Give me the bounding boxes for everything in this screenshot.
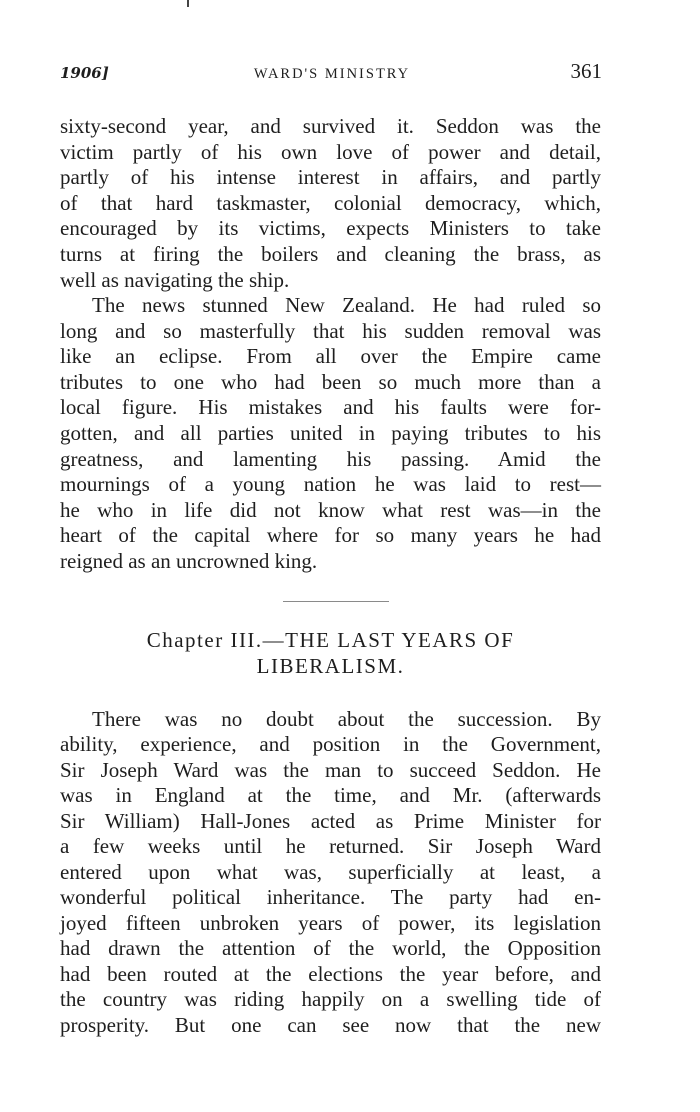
text-line: was in England at the time, and Mr. (afterwards [60, 783, 601, 807]
text-line: ability, experience, and position in the Government, [60, 732, 601, 756]
text-line: encouraged by its victims, expects Ministers to take [60, 216, 601, 240]
page-number: 361 [570, 59, 602, 83]
text-line: a few weeks until he returned. Sir Joseph Ward [60, 834, 601, 858]
text-line: heart of the capital where for so many years he had [60, 523, 601, 547]
text-line: Sir Joseph Ward was the man to succeed Seddon. He [60, 758, 601, 782]
text-line: local figure. His mistakes and his faults were for- [60, 395, 601, 419]
text-line: wonderful political inheritance. The party had en- [60, 885, 601, 909]
text-line: reigned as an uncrowned king. [60, 549, 318, 573]
text-line: greatness, and lamenting his passing. Amid the [60, 447, 601, 471]
text-line: There was no doubt about the succession. By [92, 707, 601, 731]
text-line: sixty-second year, and survived it. Seddon was the [60, 114, 601, 138]
text-line: partly of his intense interest in affairs, and partly [60, 165, 601, 189]
section-divider [283, 601, 389, 602]
scan-mark [187, 0, 189, 7]
text-line: tributes to one who had been so much more than a [60, 370, 601, 394]
text-line: turns at firing the boilers and cleaning the brass, as [60, 242, 601, 266]
text-line: victim partly of his own love of power and detail, [60, 140, 601, 164]
text-line: had drawn the attention of the world, the Opposition [60, 936, 601, 960]
header-year: 1906] [60, 64, 109, 82]
running-head [60, 59, 604, 88]
text-line: he who in life did not know what rest was—in the [60, 498, 601, 522]
text-line: had been routed at the elections the year before, and [60, 962, 601, 986]
header-title: WARD'S MINISTRY [253, 66, 411, 82]
text-line: joyed fifteen unbroken years of power, its legislation [60, 911, 601, 935]
text-line: the country was riding happily on a swelling tide of [60, 987, 601, 1011]
text-line: prosperity. But one can see now that the new [60, 1013, 601, 1037]
text-line: long and so masterfully that his sudden removal was [60, 319, 601, 343]
text-line: like an eclipse. From all over the Empire came [60, 344, 601, 368]
text-line: gotten, and all parties united in paying tributes to his [60, 421, 601, 445]
text-line: Sir William) Hall-Jones acted as Prime Minister for [60, 809, 601, 833]
text-line: mournings of a young nation he was laid to rest— [60, 472, 601, 496]
text-line: well as navigating the ship. [60, 268, 290, 292]
text-line: The news stunned New Zealand. He had ruled so [92, 293, 601, 317]
text-line: entered upon what was, superficially at least, a [60, 860, 601, 884]
text-line: of that hard taskmaster, colonial democracy, which, [60, 191, 601, 215]
chapter-heading: Chapter III.—THE LAST YEARS OF [146, 628, 515, 652]
chapter-heading-continued: LIBERALISM. [256, 654, 405, 678]
